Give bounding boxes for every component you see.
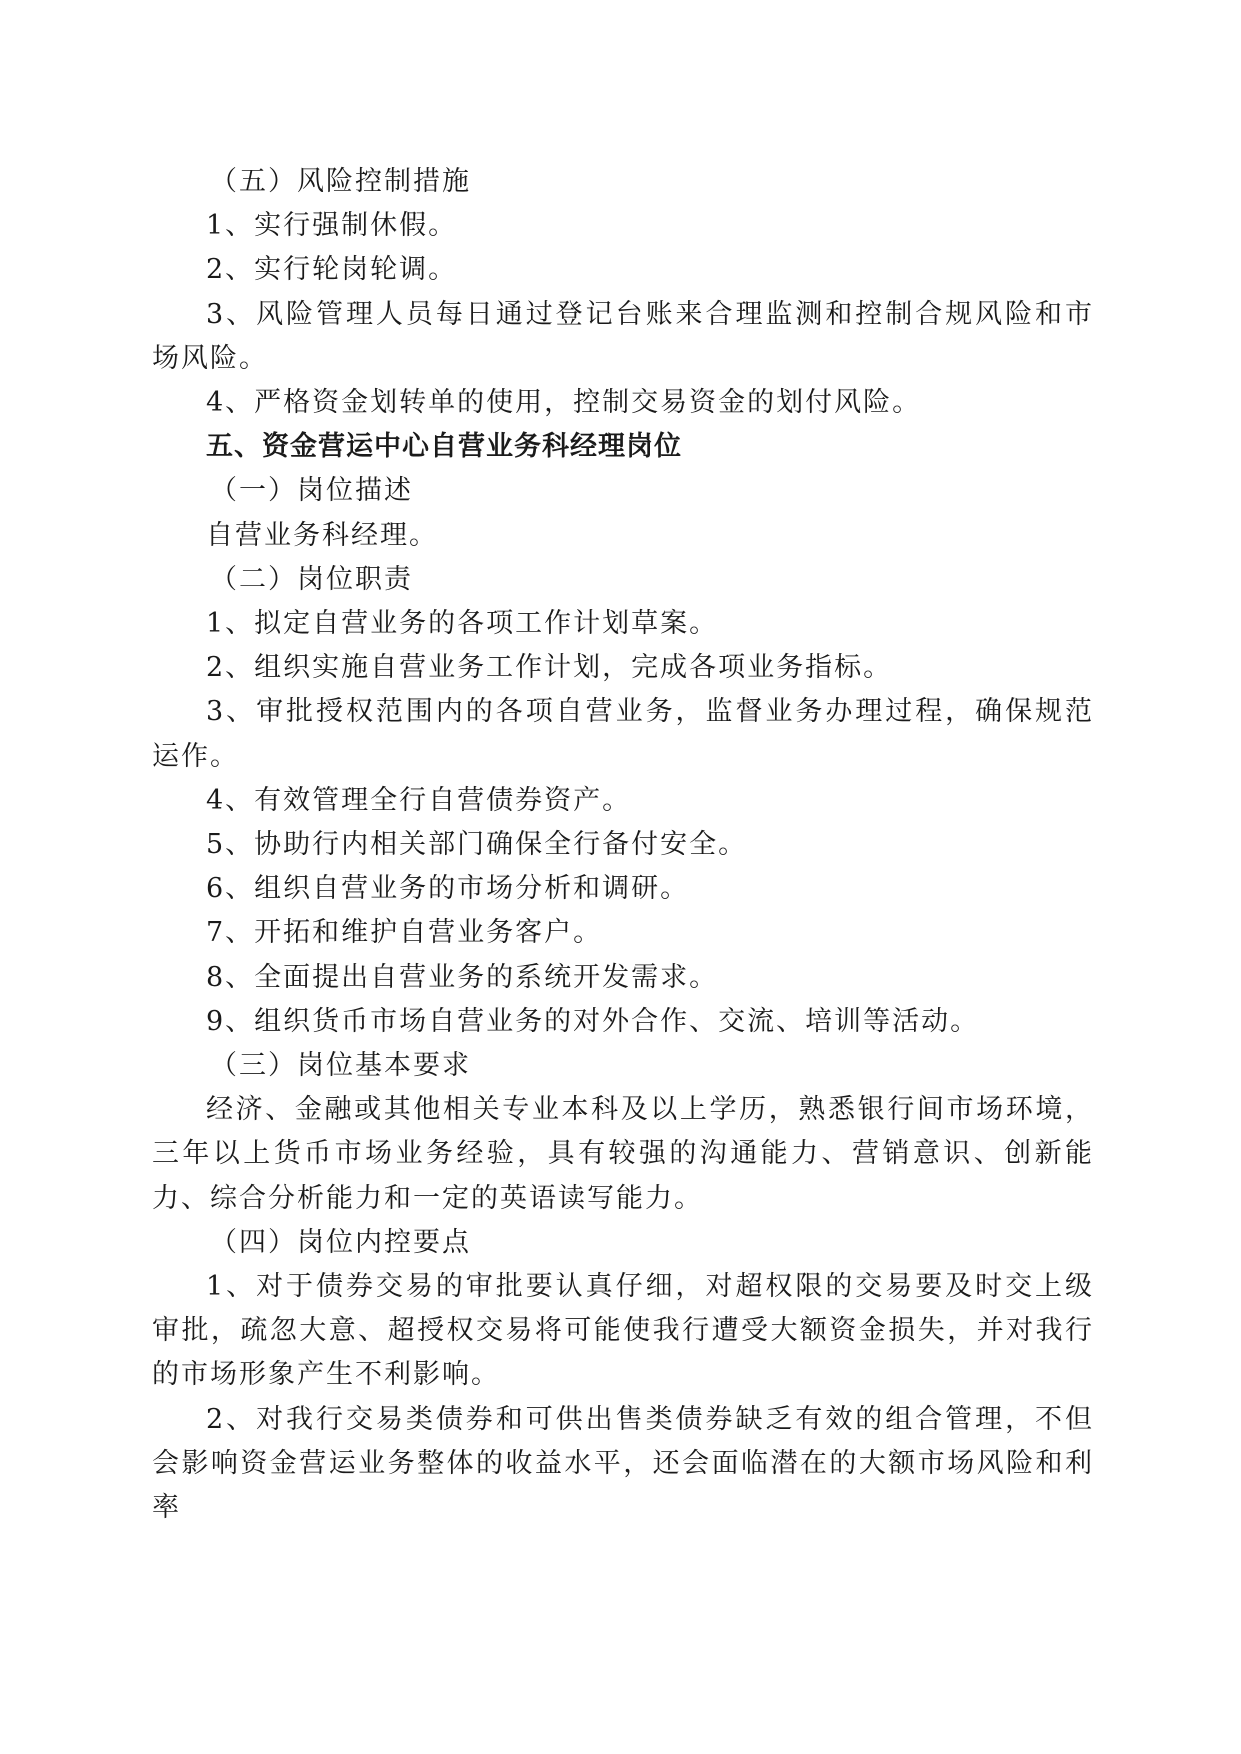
paragraph: 8、全面提出自营业务的系统开发需求。 [206,961,719,993]
paragraph: 5、协助行内相关部门确保全行备付安全。 [206,829,748,861]
paragraph: 1、实行强制休假。 [206,210,458,242]
subheading-job-duties: （二）岗位职责 [210,563,413,595]
subheading-internal-control: （四）岗位内控要点 [210,1226,471,1258]
paragraph: 6、组织自营业务的市场分析和调研。 [206,873,690,905]
paragraph: 4、有效管理全行自营债券资产。 [206,784,632,816]
paragraph: 2、组织实施自营业务工作计划，完成各项业务指标。 [206,652,893,684]
paragraph: 3、风险管理人员每日通过登记台账来合理监测和控制合规风险和市场风险。 [152,298,1094,374]
paragraph: 4、严格资金划转单的使用，控制交易资金的划付风险。 [206,387,922,419]
paragraph: 1、拟定自营业务的各项工作计划草案。 [206,608,719,640]
paragraph: 2、实行轮岗轮调。 [206,254,458,286]
document-page [152,160,1094,1530]
paragraph: 2、对我行交易类债券和可供出售类债券缺乏有效的组合管理，不但会影响资金营运业务整体的收益水平，还会面临潜在的大额市场风险和利率 [152,1403,1094,1524]
paragraph: 7、开拓和维护自营业务客户。 [206,917,603,949]
subheading-basic-requirements: （三）岗位基本要求 [210,1050,471,1082]
paragraph: 1、对于债券交易的审批要认真仔细，对超权限的交易要及时交上级审批，疏忽大意、超授权交易将可能使我行遭受大额资金损失，并对我行的市场形象产生不利影响。 [152,1271,1094,1391]
subheading-risk-control: （五）风险控制措施 [210,166,471,197]
paragraph: 自营业务科经理。 [206,519,438,551]
paragraph: 9、组织货币市场自营业务的对外合作、交流、培训等活动。 [206,1005,980,1037]
subheading-job-description: （一）岗位描述 [210,475,413,507]
paragraph: 3、审批授权范围内的各项自营业务，监督业务办理过程，确保规范运作。 [152,696,1094,772]
section-heading: 五、资金营运中心自营业务科经理岗位 [206,431,682,463]
paragraph: 经济、金融或其他相关专业本科及以上学历，熟悉银行间市场环境，三年以上货币市场业务经验，具有较强的沟通能力、营销意识、创新能力、综合分析能力和一定的英语读写能力。 [152,1094,1094,1214]
